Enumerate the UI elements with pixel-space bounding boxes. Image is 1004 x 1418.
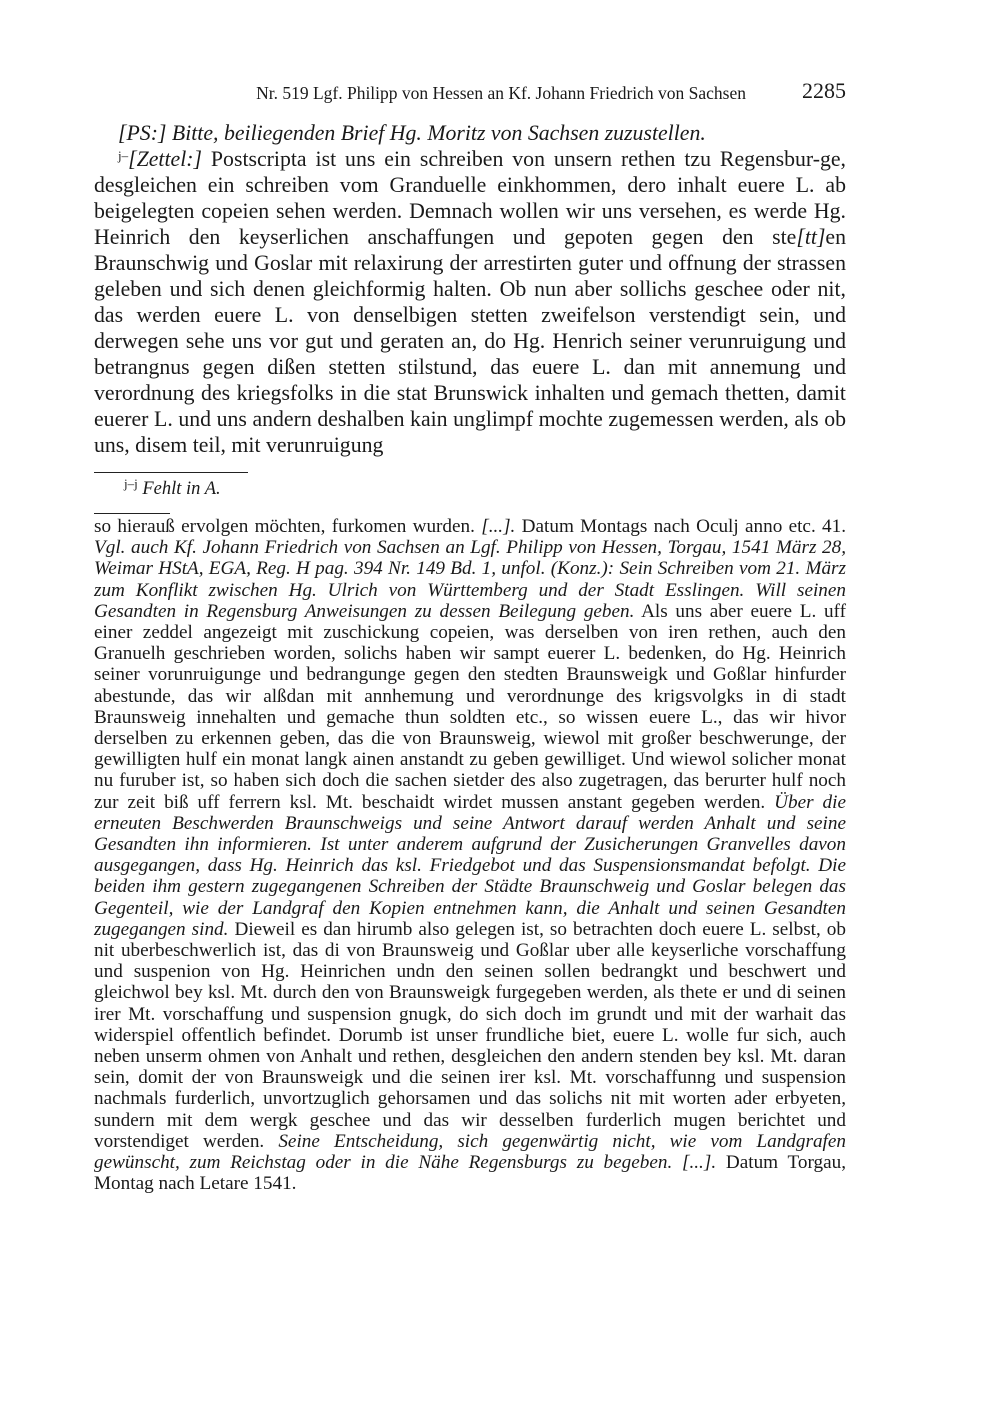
commentary-part: so hierauß ervolgen möchten, furkomen wurden. [94,516,482,537]
commentary-part: Datum Torgau, Montag nach Letare 1541. [94,1152,846,1195]
page-number: 2285 [802,78,846,103]
footnote-divider [94,472,248,473]
zettel-label: [Zettel:] [128,147,202,171]
running-title: Nr. 519 Lgf. Philipp von Hessen an Kf. Johann Friedrich von Sachsen [256,83,746,103]
commentary-italic: Über die erneuten Beschwerden Braunschweigs und seine Antwort darauf werden Anhalt und seine Gesandten ihn informieren. Ist unter anderem aufgrund der Zusicherungen Granvelles davon ausgegangen, dass Hg. Heinrich das ksl. Friedgebot und das Suspensionsmandat befolgt. Die beiden ihm gestern zugegangenen Schreiben der Städte Braunschweig und Goslar belegen das Gegenteil, wie der Landgraf den Kopien entnehmen kann, die Anhalt und seinen Gesandten zugegangen sind. [94,791,846,940]
emendation: [tt] [796,225,826,249]
commentary-divider [94,513,170,514]
footnote [94,477,846,501]
commentary-text [94,516,846,1195]
page [94,78,846,1195]
commentary-part: Als uns aber euere L. uff einer zeddel angezeigt mit zuschickung copeien, was derselben von iren rethen, auch den Granuelh geschrieben worden, solichs haben wir sampt euerer L. bedenken, do Hg. Heinrich seiner vorunruigunge und bedrangunge gegen den stedten Braunsweigk und Goßlar hinfurder abestunde, das wir alßdan mit annhemung und verordnunge des krigsvolgks in di stadt Braunsweig innehalten und gemache thun soldten etc., so wissen euere L., das wir hivor derselben zu erkennen geben, das die von Braunsweig, wiewol mit großer beschwerunge, der gewilligten hulf ein monat langk ainen anstandt zu geben gewilliget. Und wiewol solicher monat nu furuber ist, so haben sich doch die sachen sietder des also zugetragen, das berurter hulf noch zur zeit biß uff ferrern ksl. Mt. beschaidt wirdet mussen anstant gegeben werden. [94,600,846,813]
commentary-italic: Vgl. auch Kf. Johann Friedrich von Sachsen an Lgf. Philipp von Hessen, Torgau, 1541 März 28, Weimar HStA, EGA, Reg. H pag. 394 Nr. 149 Bd. 1, unfol. (Konz.): Sein Schreiben vom 21. März zum Konflikt zwischen Hg. Ulrich von Württemberg und der Stadt Esslingen. Will seinen Gesandten in Regensburg Anweisungen zu dessen Beilegung geben. [94,537,846,622]
zettel-text-part-2: en Braunschwig und Goslar mit relaxirung der arrestirten guter und offnung der strassen geleben und sich denen gleichformig halten. Ob nun aber sollichs geschee oder nit, das werden euere L. von denselbigen stetten zweifelson verstendigt sein, und derwegen sehe uns vor gut und geraten an, do Hg. Henrich seiner verunruigung und betrangnus gegen dißen stetten stilstund, das euere L. dan mit annemung und verordnung des kriegsfolks in die stat Brunswick inhalten und gemach thetten, damit euerer L. und uns andern deshalben kain unglimpf mochte zugemessen werden, als ob uns, disem teil, mit verunruigung [94,225,846,457]
footnote-text: Fehlt in A. [137,479,221,499]
commentary-italic: Seine Entscheidung, sich gegenwärtig nicht, wie vom Landgrafen gewünscht, zum Reichstag oder in die Nähe Regensburgs zu begeben. [...]. [94,1130,846,1174]
footnote-marker-open: j– [118,148,129,163]
footnote-marker: j–j [124,476,138,491]
zettel-paragraph [94,146,846,458]
commentary-part: Datum Montags nach Oculj anno etc. 41. [515,516,847,537]
postscript-summary: [PS:] Bitte, beiliegenden Brief Hg. Moritz von Sachsen zuzustellen. [118,121,706,145]
main-text [94,120,846,458]
running-header [94,78,846,108]
zettel-text-part-1: Postscripta ist uns ein schreiben von unsern rethen tzu Regensbur-ge, desgleichen ein schreiben vom Granduelle einkhommen, dero inhalt euere L. ab beigelegten copeien sehen werden. Demnach wollen wir uns versehen, es werde Hg. Heinrich den keyserlichen anschaffungen und gepoten gegen den ste [94,147,846,249]
commentary-italic: [...]. [481,516,516,537]
commentary-part: Dieweil es dan hirumb also gelegen ist, so betrachten doch euere L. selbst, ob nit uberbeschwerlich ist, das di von Braunsweig und Goßlar uber alle keyserliche vorschaffung und suspenion von Hg. Heinrichen undn den seinen sollen bedrangkt und beschwert und gleichwol bey ksl. Mt. durch den von Braunsweigk furgegeben werden, als thete er und di seinen irer Mt. vorschaffung und suspension gnugk, do sich doch im grundt und mit der warhait das widerspiel offentlich befindet. Dorumb ist unser frundliche biet, euere L. wolle fur sich, auch neben unserm ohmen von Anhalt und rethen, desgleichen den andern stenden bey ksl. Mt. daran sein, domit der von Braunsweigk und die seinen irer ksl. Mt. vorschaffunng und suspension nachmals furderlich, unvortzuglich gehorsamen und das solichs nit mit worten ader erbyeten, sundern mit dem wergk geschee und das wir desselben furderlich mugen berichtet und vorstendiget werden. [94,918,846,1152]
